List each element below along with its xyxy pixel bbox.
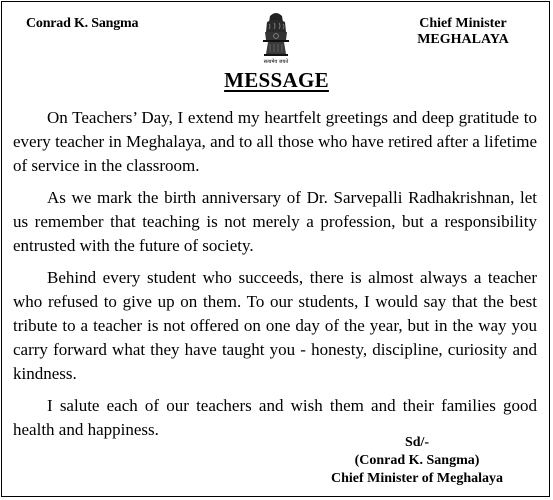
message-document: [1, 1, 550, 497]
signatory-designation: Chief Minister of Meghalaya: [331, 471, 503, 486]
signature-block: [302, 434, 532, 488]
paragraph-4: I salute each of our teachers and wish them and their families good health and happiness.: [13, 396, 537, 439]
designation-line-2: MEGHALAYA: [417, 32, 509, 47]
message-title: MESSAGE: [224, 68, 329, 92]
message-body: [13, 106, 537, 450]
sender-designation: [407, 16, 519, 48]
signatory-name: (Conrad K. Sangma): [354, 453, 480, 468]
paragraph-3: Behind every student who succeeds, there is almost always a teacher who refused to give up on them. To our students, I would say that the best tribute to a teacher is not offered on one day of the year, but in the way you carry forward what they have taught you - honesty, discipline, curiosity and kindness.: [13, 268, 537, 383]
paragraph-1: On Teachers’ Day, I extend my heartfelt greetings and deep gratitude to every teacher in Meghalaya, and to all those who have retired after a lifetime of service in the classroom.: [13, 108, 537, 175]
paragraph-2: As we mark the birth anniversary of Dr. Sarvepalli Radhakrishnan, let us remember that teaching is not merely a profession, but a responsibility entrusted with the future of society.: [13, 188, 537, 255]
designation-line-1: Chief Minister: [419, 16, 507, 31]
state-emblem-icon: [258, 10, 294, 70]
signature-sd: Sd/-: [404, 435, 430, 450]
sender-name: Conrad K. Sangma: [26, 16, 139, 31]
emblem-motto: सत्यमेव जयते: [263, 59, 289, 65]
